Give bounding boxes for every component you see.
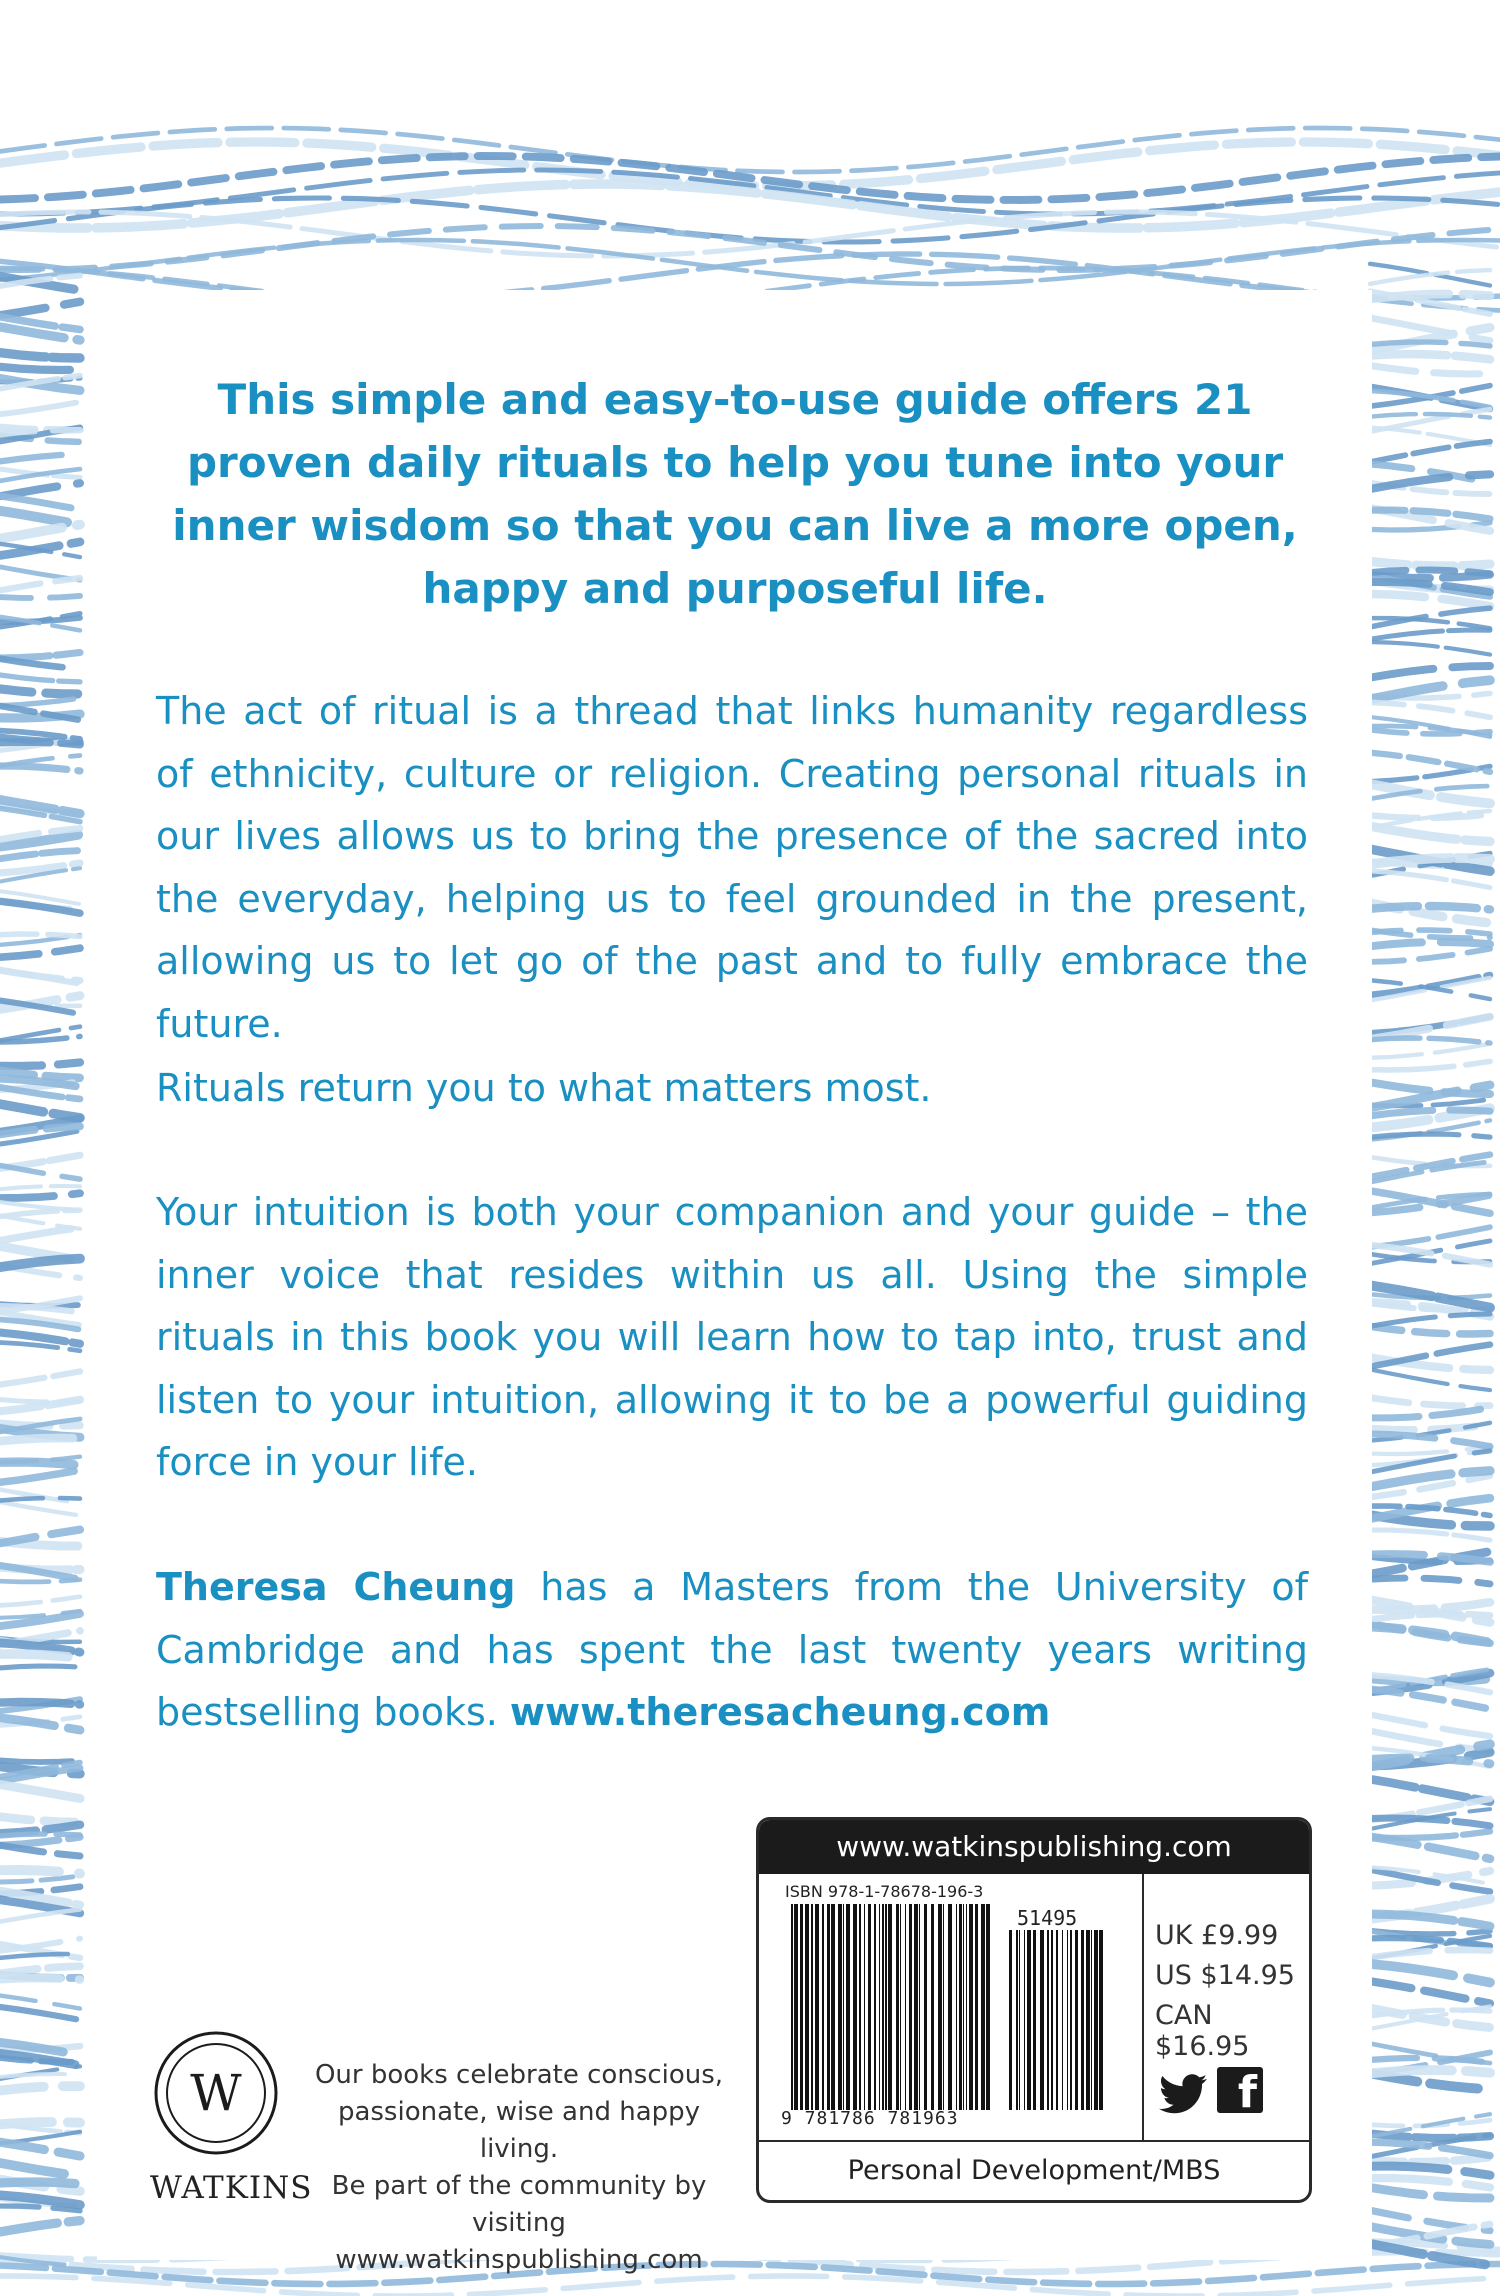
paragraph-ritual: The act of ritual is a thread that links humanity regardless of ethnicity, culture or religion. Creating personal rituals in our lives allows us to bring the presence of the sacred into the everyday, helping us to feel grounded in the present, allowing us to let go of the past and to fully embrace the future. [156, 689, 1308, 1046]
barcode-bar [1040, 1902, 1044, 2110]
barcode-bar [966, 1904, 967, 2110]
barcode-bar [1091, 1902, 1092, 2110]
barcode-bar [931, 1904, 934, 2110]
barcode-addon-number: 51495 [1017, 1906, 1078, 1930]
price-us: US $14.95 [1155, 1960, 1295, 1991]
author-name: Theresa Cheung [156, 1565, 516, 1609]
barcode-bar [888, 1904, 892, 2110]
barcode-bar [879, 1904, 880, 2110]
barcode-bar [1047, 1902, 1049, 2110]
barcode-bar [914, 1904, 918, 2110]
barcode-bar [924, 1904, 927, 2110]
barcode-bar [943, 1904, 944, 2110]
category-label: Personal Development/MBS [847, 2155, 1221, 2186]
barcode-bar [794, 1904, 798, 2110]
facebook-icon: f [1217, 2067, 1263, 2113]
blurb-headline: This simple and easy-to-use guide offers 21 proven daily rituals to help you tune into your inner wisdom so that you can live a more open, happy and purposeful life. [172, 375, 1298, 613]
barcode-bar [1070, 1902, 1072, 2110]
barcode-bar [1099, 1902, 1103, 2110]
barcode-bar [822, 1904, 824, 2110]
paragraph-return: Rituals return you to what matters most. [156, 1066, 932, 1110]
barcode-bar [1094, 1902, 1098, 2110]
barcode-box [756, 1817, 1312, 2203]
barcode-bar [811, 1904, 813, 2110]
barcode-bar [800, 1904, 803, 2110]
barcode-bar [882, 1904, 884, 2110]
barcode-bar [1019, 1902, 1020, 2110]
price-uk: UK £9.99 [1155, 1920, 1279, 1951]
barcode-bar [846, 1904, 850, 2110]
twitter-icon [1159, 2074, 1207, 2114]
barcode-bar [938, 1904, 942, 2110]
barcode-bar [900, 1904, 901, 2110]
barcode-bar [791, 1904, 793, 2110]
publisher-tagline [296, 2057, 742, 2279]
watkins-logo-icon [153, 2030, 279, 2156]
barcode-bar [1062, 1902, 1063, 2110]
author-bio [156, 1556, 1308, 1744]
barcode-bar [853, 1904, 857, 2110]
barcode-bar [1067, 1902, 1068, 2110]
barcode-bar [805, 1904, 809, 2110]
barcode-bar [909, 1904, 912, 2110]
barcode-bar [1027, 1902, 1031, 2110]
barcode-bar [827, 1904, 830, 2110]
barcode-bar [868, 1904, 871, 2110]
barcode-bar [1009, 1902, 1012, 2110]
barcode-bar [1056, 1902, 1058, 2110]
barcode-bar [975, 1904, 978, 2110]
barcode-bar [1051, 1902, 1053, 2110]
tagline-line: Our books celebrate conscious, [314, 2060, 724, 2090]
barcode-bar [963, 1904, 964, 2110]
author-bio-text: has a Masters from the University of Cambridge and has spent the last twenty years writing bestselling books. [156, 1565, 1308, 1734]
barcode-image [789, 1904, 997, 2110]
isbn-label: ISBN 978-1-78678-196-3 [785, 1882, 984, 1901]
barcode-bar [859, 1904, 861, 2110]
barcode-bar [986, 1904, 990, 2110]
barcode-bar [919, 1904, 920, 2110]
barcode-addon-image [1007, 1902, 1107, 2110]
barcode-bar [948, 1904, 952, 2110]
tagline-website-link[interactable]: www.watkinspublishing.com [335, 2245, 703, 2275]
price-can: CAN $16.95 [1155, 2000, 1250, 2062]
barcode-bar [981, 1904, 985, 2110]
barcode-bar [864, 1904, 865, 2110]
author-website-link[interactable]: www.theresacheung.com [509, 1690, 1051, 1734]
paragraph-intuition: Your intuition is both your companion and your guide – the inner voice that resides within us all. Using the simple rituals in this book you will learn how to tap into, trust and listen to your intuition, allowing it to be a powerful guiding force in your life. [156, 1190, 1308, 1484]
barcode-bar [1086, 1902, 1090, 2110]
barcode-bar [956, 1904, 957, 2110]
tagline-line: passionate, wise and happy living. [337, 2097, 701, 2164]
barcode-bar [959, 1904, 962, 2110]
barcode-bar [885, 1904, 887, 2110]
barcode-bar [815, 1904, 819, 2110]
barcode-bar [905, 1904, 906, 2110]
tagline-line: Be part of the community by visiting [331, 2171, 707, 2238]
barcode-bar [1081, 1902, 1084, 2110]
barcode-bar [969, 1904, 973, 2110]
barcode-bar [1016, 1902, 1018, 2110]
barcode-bar [874, 1904, 876, 2110]
barcode-bar [1075, 1902, 1078, 2110]
barcode-bar [896, 1904, 899, 2110]
barcode-bar [1024, 1902, 1025, 2110]
publisher-website-link[interactable]: www.watkinspublishing.com [759, 1820, 1309, 1874]
barcode-bar [838, 1904, 842, 2110]
barcode-bar [831, 1904, 835, 2110]
barcode-bar [843, 1904, 844, 2110]
barcode-number: 9 781786 781963 [781, 2108, 959, 2129]
divider-vertical [1142, 1874, 1144, 2140]
publisher-name: WATKINS [150, 2170, 313, 2206]
logo-letter: W [190, 2064, 242, 2122]
barcode-bar [1033, 1902, 1036, 2110]
